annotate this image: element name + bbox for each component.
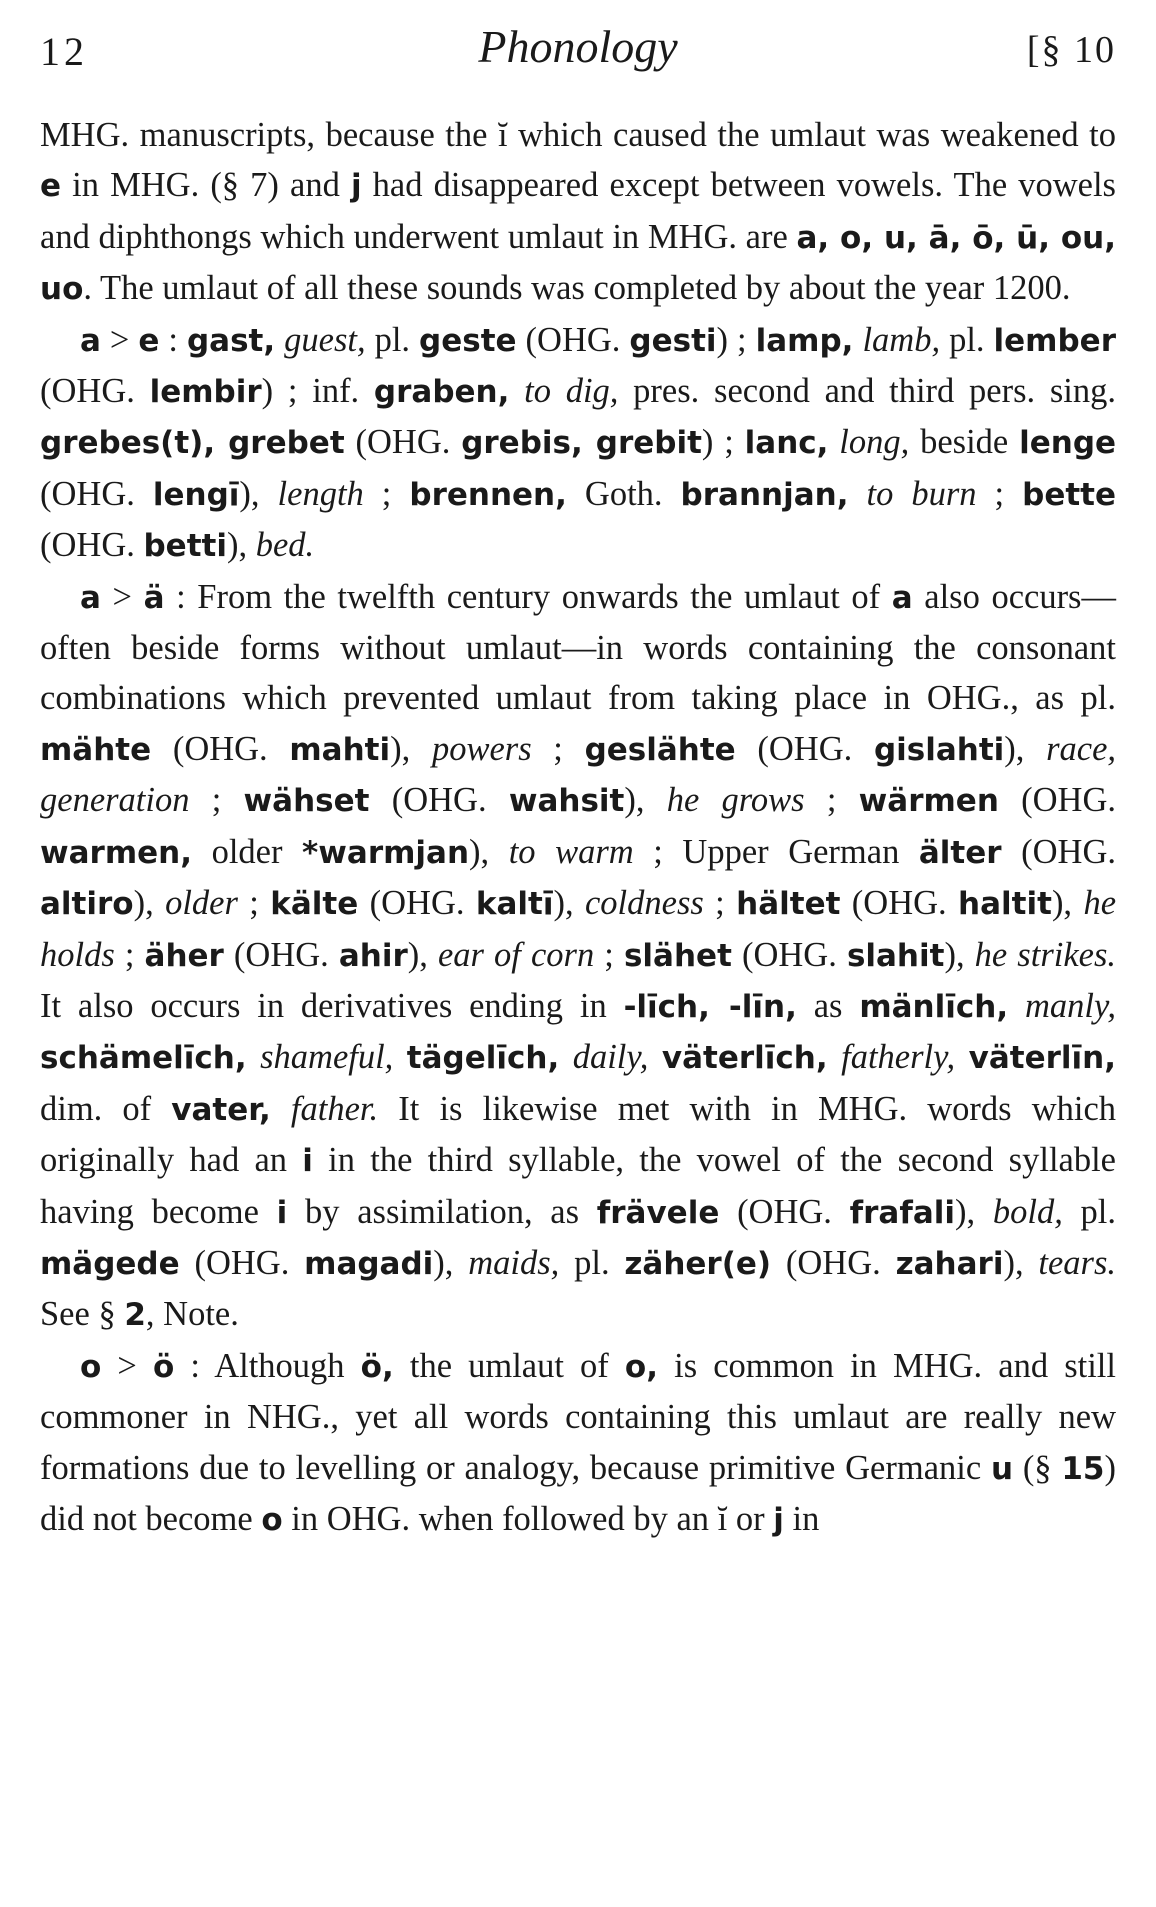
bold-word: a	[80, 322, 101, 359]
body-text	[40, 110, 1116, 1545]
text-run: (§	[1013, 1448, 1062, 1487]
text-run: ),	[469, 832, 509, 871]
bold-word: e	[40, 168, 62, 205]
bold-word: brennen,	[409, 476, 567, 513]
text-run: (OHG.	[1001, 832, 1116, 871]
text-run: (OHG.	[840, 884, 959, 923]
paragraph	[40, 572, 1116, 1341]
text-run: , Note.	[145, 1295, 239, 1334]
bold-word: frävele	[596, 1194, 720, 1231]
text-run: (OHG.	[40, 372, 150, 411]
italic-gloss: lamb,	[862, 320, 941, 359]
text-run: ) ;	[701, 423, 745, 462]
bold-word: magadi	[304, 1245, 434, 1282]
bold-word: 15	[1061, 1450, 1105, 1487]
bold-word: kälte	[270, 886, 359, 923]
text-run: pl.	[1062, 1192, 1117, 1231]
bold-word: betti	[143, 528, 227, 565]
text-run: >	[101, 1346, 153, 1385]
bold-word: frafali	[849, 1194, 956, 1231]
text-run: ),	[390, 729, 432, 768]
bold-word: i	[302, 1143, 313, 1180]
italic-gloss: bed.	[255, 526, 315, 565]
bold-word: j	[773, 1501, 784, 1538]
bold-word: graben,	[373, 374, 510, 411]
text-run: also occurs—often beside forms without umlaut—in words containing the consonant combinations which prevented umlaut from taking place in OHG., as pl.	[40, 577, 1116, 718]
italic-gloss: father.	[290, 1089, 379, 1128]
text-run: ),	[1003, 1243, 1039, 1282]
bold-word: haltit	[958, 886, 1052, 923]
bold-word: o	[261, 1501, 283, 1538]
bold-word: warmen,	[40, 834, 193, 871]
text-run: (OHG.	[40, 474, 153, 513]
text-run: (OHG.	[223, 935, 339, 974]
text-run: ),	[407, 935, 438, 974]
bold-word: tägelīch,	[406, 1040, 560, 1077]
text-run: >	[100, 577, 144, 616]
bold-word: a	[80, 579, 101, 616]
italic-gloss: daily,	[572, 1038, 649, 1077]
text-run: . The umlaut of all these sounds was completed by about the year 1200.	[83, 269, 1071, 308]
bold-word: brannjan,	[680, 476, 849, 513]
text-run: (OHG.	[358, 884, 476, 923]
text-run: ;	[237, 884, 271, 923]
text-run: by assimilation, as	[287, 1192, 597, 1231]
text-run: is common in MHG. and still commoner in NHG., yet all words containing this umlaut are really new formations due to levelling or analogy, because primitive Germanic	[40, 1346, 1116, 1487]
bold-word: *warmjan	[302, 834, 470, 871]
italic-gloss: manly,	[1024, 986, 1116, 1025]
bold-word: j	[350, 168, 362, 205]
bold-word: hältet	[736, 886, 841, 923]
bold-word: a, o, u, ā, ō, ū, ou, uo	[40, 219, 1116, 308]
text-run	[509, 372, 524, 410]
text-run: (OHG.	[735, 729, 874, 768]
italic-gloss: maids,	[468, 1243, 560, 1282]
bold-word: gesti	[629, 322, 717, 359]
italic-gloss: he holds	[40, 884, 1117, 974]
bold-word: ahir	[338, 937, 408, 974]
text-run: : From the twelfth century onwards the umlaut of	[164, 577, 892, 616]
text-run: (OHG.	[151, 729, 290, 768]
bold-word: zahari	[895, 1245, 1004, 1282]
bold-word: a	[891, 579, 913, 616]
bold-word: u	[990, 1450, 1014, 1487]
text-run: :	[159, 320, 187, 359]
italic-gloss: fatherly,	[841, 1038, 956, 1077]
text-run: Goth.	[566, 474, 681, 513]
italic-gloss: he strikes.	[974, 935, 1117, 974]
text-run: ;	[114, 935, 145, 974]
italic-gloss: to dig,	[524, 372, 619, 411]
bold-word: mahti	[289, 731, 391, 768]
page-header	[40, 20, 1116, 90]
text-run: as	[796, 986, 860, 1025]
text-run: >	[100, 320, 139, 359]
text-run: MHG. manuscripts, because the ĭ which caused the umlaut was weakened to	[40, 116, 1116, 154]
bold-word: o	[80, 1348, 102, 1385]
bold-word: -līch, -līn,	[623, 988, 797, 1025]
text-run: ) did not become	[40, 1448, 1116, 1538]
text-run: ;	[531, 729, 585, 768]
text-run	[559, 1038, 572, 1076]
bold-word: slahit	[846, 937, 945, 974]
italic-gloss: race, generation	[40, 729, 1117, 820]
bold-word: lember	[993, 322, 1116, 359]
text-run	[828, 423, 839, 461]
text-run: (OHG.	[516, 320, 630, 359]
text-run: ),	[553, 884, 585, 923]
bold-word: bette	[1022, 476, 1117, 513]
text-run: (OHG.	[731, 935, 847, 974]
text-run	[848, 475, 866, 513]
text-run: (OHG.	[771, 1243, 896, 1282]
text-run	[955, 1038, 968, 1076]
text-run: (OHG.	[998, 781, 1116, 820]
bold-word: mähte	[40, 731, 152, 768]
text-run: dim. of	[40, 1089, 172, 1128]
text-run	[271, 1090, 291, 1128]
text-run: beside	[909, 423, 1020, 462]
text-run: pl.	[365, 320, 420, 359]
italic-gloss: long,	[839, 423, 910, 462]
text-run	[648, 1038, 661, 1076]
text-run: in MHG. (§ 7) and	[61, 166, 351, 205]
bold-word: ä	[143, 579, 165, 616]
bold-word: schämelīch,	[40, 1040, 247, 1077]
text-run: ;	[976, 474, 1023, 513]
text-run: ; Upper German	[633, 832, 919, 871]
bold-word: i	[276, 1194, 288, 1231]
bold-word: e	[138, 322, 160, 359]
bold-word: slähet	[623, 937, 732, 974]
bold-word: zäher(e)	[624, 1245, 772, 1282]
text-run: ),	[944, 935, 975, 974]
text-run: : Although	[174, 1346, 361, 1385]
bold-word: ö,	[360, 1348, 394, 1385]
bold-word: lanc,	[744, 425, 829, 462]
italic-gloss: bold,	[992, 1192, 1063, 1231]
bold-word: wärmen	[858, 783, 999, 820]
text-run: (OHG.	[344, 423, 462, 462]
text-run: pl.	[940, 320, 994, 359]
text-run: pl.	[559, 1243, 625, 1282]
bold-word: geste	[419, 322, 517, 359]
italic-gloss: shameful,	[260, 1038, 394, 1077]
bold-word: geslähte	[584, 731, 736, 768]
text-run: the umlaut of	[393, 1346, 625, 1385]
bold-word: väterlīch,	[661, 1040, 828, 1077]
text-run: ),	[239, 474, 278, 513]
bold-word: väterlīn,	[968, 1040, 1117, 1077]
text-run: ),	[226, 526, 256, 565]
bold-word: gast,	[186, 322, 276, 359]
bold-word: 2	[124, 1297, 146, 1334]
italic-gloss: powers	[431, 729, 532, 768]
bold-word: vater,	[171, 1091, 271, 1128]
bold-word: kaltī	[475, 886, 554, 923]
italic-gloss: he grows	[666, 781, 805, 820]
text-run: had disappeared except between vowels. The vowels and diphthongs which underwent umlaut in MHG. are	[40, 166, 1116, 256]
text-run	[275, 321, 284, 359]
text-run: ),	[1004, 729, 1047, 768]
bold-word: lengī	[152, 476, 240, 513]
bold-word: grebis, grebit	[461, 425, 702, 462]
text-run: (OHG.	[179, 1243, 305, 1282]
bold-word: lembir	[149, 374, 262, 411]
text-run	[247, 1038, 260, 1076]
italic-gloss: older	[165, 884, 238, 923]
bold-word: wähset	[243, 783, 370, 820]
text-run: ;	[804, 781, 859, 820]
text-run: ),	[955, 1192, 993, 1231]
bold-word: älter	[918, 834, 1002, 871]
text-run: See §	[40, 1295, 125, 1334]
text-run: older	[192, 832, 303, 871]
bold-word: lenge	[1019, 425, 1117, 462]
italic-gloss: to burn	[866, 474, 977, 513]
bold-word: grebes(t), grebet	[40, 425, 345, 462]
bold-word: wahsit	[508, 783, 625, 820]
italic-gloss: guest,	[284, 320, 366, 359]
text-run: in OHG. when followed by an ĭ or	[282, 1499, 774, 1538]
text-run: in	[783, 1499, 820, 1538]
italic-gloss: tears.	[1038, 1243, 1117, 1282]
bold-word: mänlīch,	[859, 988, 1009, 1025]
text-run: ),	[624, 781, 667, 820]
italic-gloss: to warm	[508, 832, 634, 871]
italic-gloss: ear of corn	[437, 935, 595, 974]
italic-gloss: length	[277, 474, 364, 513]
text-run: ) ;	[716, 320, 756, 359]
text-run: (OHG.	[369, 781, 509, 820]
bold-word: altiro	[40, 886, 134, 923]
paragraph	[40, 315, 1116, 572]
text-run: ;	[189, 781, 244, 820]
page-number: 12	[40, 29, 88, 74]
bold-word: lamp,	[755, 322, 854, 359]
bold-word: o,	[624, 1348, 658, 1385]
text-run: ;	[703, 884, 737, 923]
bold-word: gislahti	[873, 731, 1005, 768]
text-run: (OHG.	[40, 526, 144, 565]
bold-word: ö	[153, 1348, 175, 1385]
text-run: ;	[363, 474, 410, 513]
italic-gloss: coldness	[584, 884, 704, 923]
paragraph	[40, 110, 1116, 315]
text-run: ),	[1051, 884, 1084, 923]
bold-word: äher	[144, 937, 224, 974]
text-run: (OHG.	[719, 1192, 850, 1231]
text-run	[1008, 987, 1025, 1025]
text-run: pres. second and third pers. sing.	[618, 372, 1117, 411]
section-reference: [§ 10	[1026, 29, 1116, 71]
text-run: ;	[594, 935, 624, 974]
text-run: ) ; inf.	[261, 372, 374, 411]
text-run: in the third syllable, the vowel of the second syllable having become	[40, 1141, 1116, 1231]
text-run	[393, 1038, 406, 1076]
paragraph	[40, 1341, 1116, 1546]
text-run: ),	[433, 1243, 469, 1282]
bold-word: mägede	[40, 1245, 180, 1282]
running-title: Phonology	[478, 21, 678, 72]
text-run: It is likewise met with in MHG. words which originally had an	[40, 1089, 1117, 1180]
text-run	[828, 1038, 841, 1076]
text-run: It also occurs in derivatives ending in	[40, 986, 624, 1025]
text-run: ),	[133, 884, 166, 923]
